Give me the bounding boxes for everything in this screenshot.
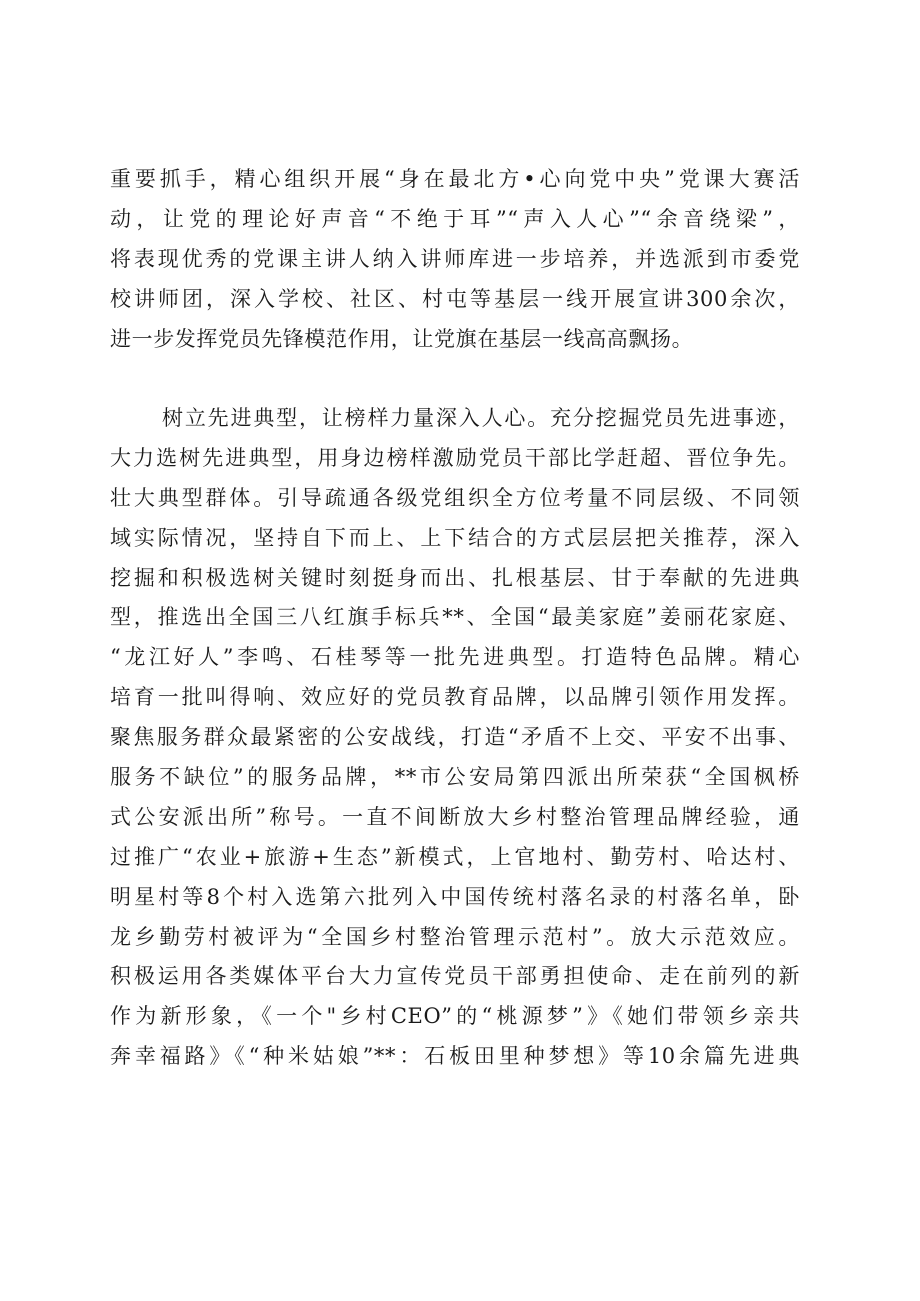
text-line: 培育一批叫得响、效应好的党员教育品牌，以品牌引领作用发挥。 xyxy=(110,685,800,710)
text-line: 积极运用各类媒体平台大力宣传党员干部勇担使命、走在前列的新 xyxy=(110,964,800,989)
text-line: 服务不缺位”的服务品牌，**市公安局第四派出所荣获“全国枫桥 xyxy=(110,765,800,790)
text-line: 动，让党的理论好声音“不绝于耳”“声入人心”“余音绕梁”， xyxy=(110,206,800,231)
text-line: 重要抓手，精心组织开展“身在最北方•心向党中央”党课大赛活 xyxy=(110,167,800,191)
text-line: 作为新形象，《一个"乡村CEO”的“桃源梦”》《她们带领乡亲共 xyxy=(110,1004,800,1029)
text-line: 将表现优秀的党课主讲人纳入讲师库进一步培养，并选派到市委党 xyxy=(110,246,800,271)
text-line: 树立先进典型，让榜样力量深入人心。充分挖掘党员先进事迹， xyxy=(162,406,800,430)
text-line: 过推广“农业+旅游+生态”新模式，上官地村、勤劳村、哈达村、 xyxy=(110,844,800,869)
text-line: 校讲师团，深入学校、社区、村屯等基层一线开展宣讲300余次， xyxy=(110,286,800,311)
text-line: 域实际情况，坚持自下而上、上下结合的方式层层把关推荐，深入 xyxy=(110,525,800,550)
text-line: 挖掘和积极选树关键时刻挺身而出、扎根基层、甘于奉献的先进典 xyxy=(110,565,800,590)
paragraph-2 xyxy=(110,399,800,1077)
text-line: 型，推选出全国三八红旗手标兵**、全国“最美家庭”姜丽花家庭、 xyxy=(110,605,800,630)
text-line: 奔幸福路》《“种米姑娘”**：石板田里种梦想》等10余篇先进典 xyxy=(110,1044,800,1069)
text-line: 式公安派出所”称号。一直不间断放大乡村整治管理品牌经验，通 xyxy=(110,804,800,829)
text-line: 壮大典型群体。引导疏通各级党组织全方位考量不同层级、不同领 xyxy=(110,485,800,510)
text-line: 聚焦服务群众最紧密的公安战线，打造“矛盾不上交、平安不出事、 xyxy=(110,725,800,750)
paragraph-1 xyxy=(110,160,800,359)
text-line: “龙江好人”李鸣、石桂琴等一批先进典型。打造特色品牌。精心 xyxy=(110,645,800,670)
text-line: 大力选树先进典型，用身边榜样激励党员干部比学赶超、晋位争先。 xyxy=(110,445,800,470)
text-line: 明星村等8个村入选第六批列入中国传统村落名录的村落名单，卧 xyxy=(110,884,800,909)
text-line: 进一步发挥党员先锋模范作用，让党旗在基层一线高高飘扬。 xyxy=(110,326,694,351)
text-line: 龙乡勤劳村被评为“全国乡村整治管理示范村”。放大示范效应。 xyxy=(110,924,800,949)
